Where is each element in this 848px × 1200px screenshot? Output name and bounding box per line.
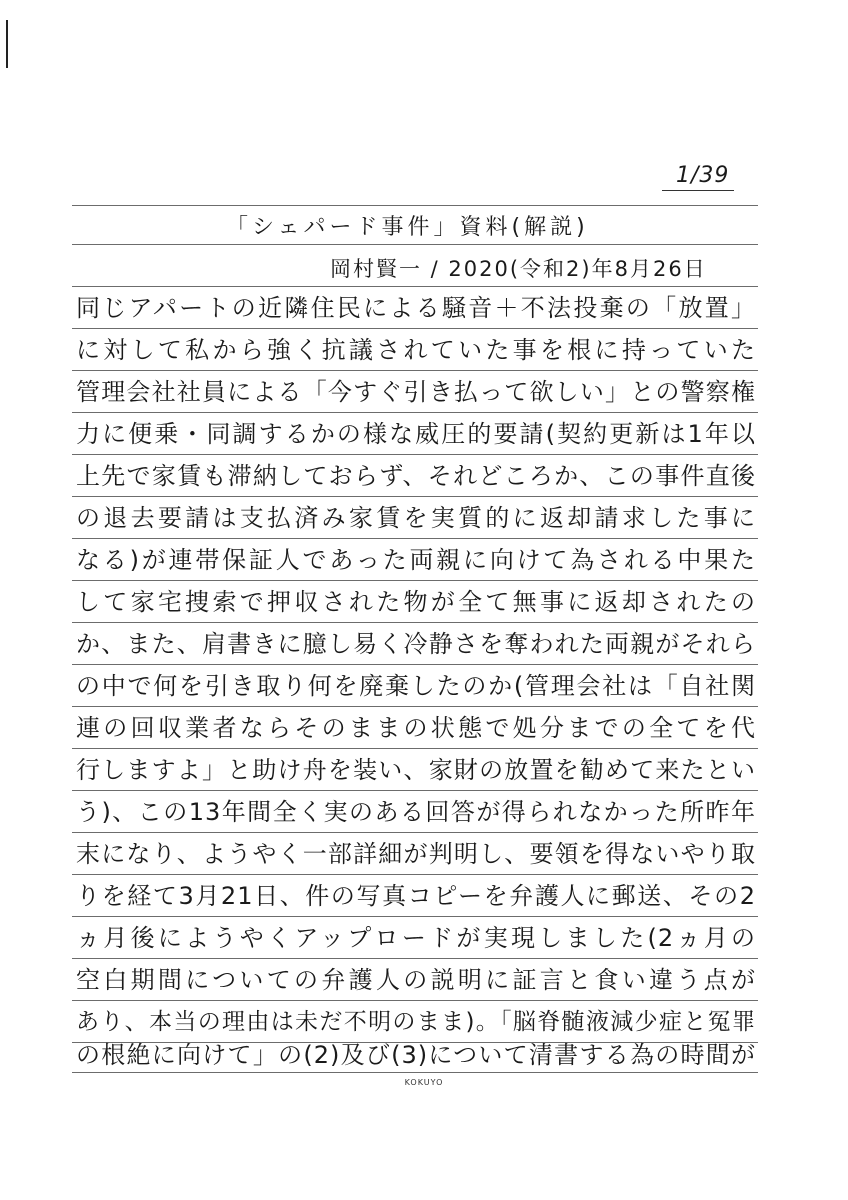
ruled-line <box>72 874 758 875</box>
ruled-line <box>72 538 758 539</box>
ruled-line <box>72 580 758 581</box>
text-line: 末になり、ようやく一部詳細が判明し、要領を得ないやり取 <box>76 840 756 868</box>
ruled-line <box>72 748 758 749</box>
ruled-line <box>72 496 758 497</box>
text-line: りを経て3月21日、件の写真コピーを弁護人に郵送、その2 <box>76 882 756 910</box>
ruled-line <box>72 1000 758 1001</box>
text-line: なる)が連帯保証人であった両親に向けて為される中果た <box>76 546 756 574</box>
text-line: に対して私から強く抗議されていた事を根に持っていた <box>76 336 756 364</box>
text-line: 管理会社社員による「今すぐ引き払って欲しい」との警察権 <box>76 378 756 406</box>
ruled-line <box>72 205 758 206</box>
ruled-line <box>72 286 758 287</box>
ruled-line <box>72 790 758 791</box>
text-line: の根絶に向けて」の(2)及び(3)について清書する為の時間が <box>76 1041 756 1069</box>
ruled-line <box>72 244 758 245</box>
text-line: 上先で家賃も滞納しておらず、それどころか、この事件直後 <box>76 462 756 490</box>
ruled-line <box>72 916 758 917</box>
page-edge-mark <box>6 20 8 68</box>
ruled-line <box>72 706 758 707</box>
notebook-brand-mark: KOKUYO <box>404 1078 444 1087</box>
text-line: か、また、肩書きに臆し易く冷静さを奪われた両親がそれら <box>76 630 756 658</box>
ruled-line <box>72 412 758 413</box>
text-line: の中で何を引き取り何を廃棄したのか(管理会社は「自社関 <box>76 672 756 700</box>
page-number: 1/39 <box>676 163 730 188</box>
ruled-line <box>72 958 758 959</box>
text-line: の退去要請は支払済み家賃を実質的に返却請求した事に <box>76 504 756 532</box>
document-title: 「シェパード事件」資料(解説) <box>226 215 589 240</box>
ruled-line <box>72 622 758 623</box>
text-line: ヵ月後にようやくアップロードが実現しました(2ヵ月の <box>76 924 756 952</box>
text-line: 同じアパートの近隣住民による騒音＋不法投棄の「放置」 <box>76 294 756 322</box>
text-line: う)、この13年間全く実のある回答が得られなかった所昨年 <box>76 798 756 826</box>
ruled-line <box>72 664 758 665</box>
text-line: 空白期間についての弁護人の説明に証言と食い違う点が <box>76 966 756 994</box>
ruled-line <box>72 832 758 833</box>
text-line: 力に便乗・同調するかの様な威圧的要請(契約更新は1年以 <box>76 420 756 448</box>
text-line: あり、本当の理由は未だ不明のまま)。「脳脊髄液減少症と冤罪 <box>76 1009 756 1035</box>
ruled-line <box>72 1072 758 1073</box>
author-date-line: 岡村賢一 / 2020(令和2)年8月26日 <box>330 257 707 281</box>
ruled-line <box>72 328 758 329</box>
ruled-line <box>72 454 758 455</box>
ruled-line <box>72 370 758 371</box>
text-line: 連の回収業者ならそのままの状態で処分までの全てを代 <box>76 714 756 742</box>
text-line: 行しますよ」と助け舟を装い、家財の放置を勧めて来たとい <box>76 756 756 784</box>
text-line: して家宅捜索で押収された物が全て無事に返却されたの <box>76 588 756 616</box>
page-number-underline <box>662 190 734 191</box>
